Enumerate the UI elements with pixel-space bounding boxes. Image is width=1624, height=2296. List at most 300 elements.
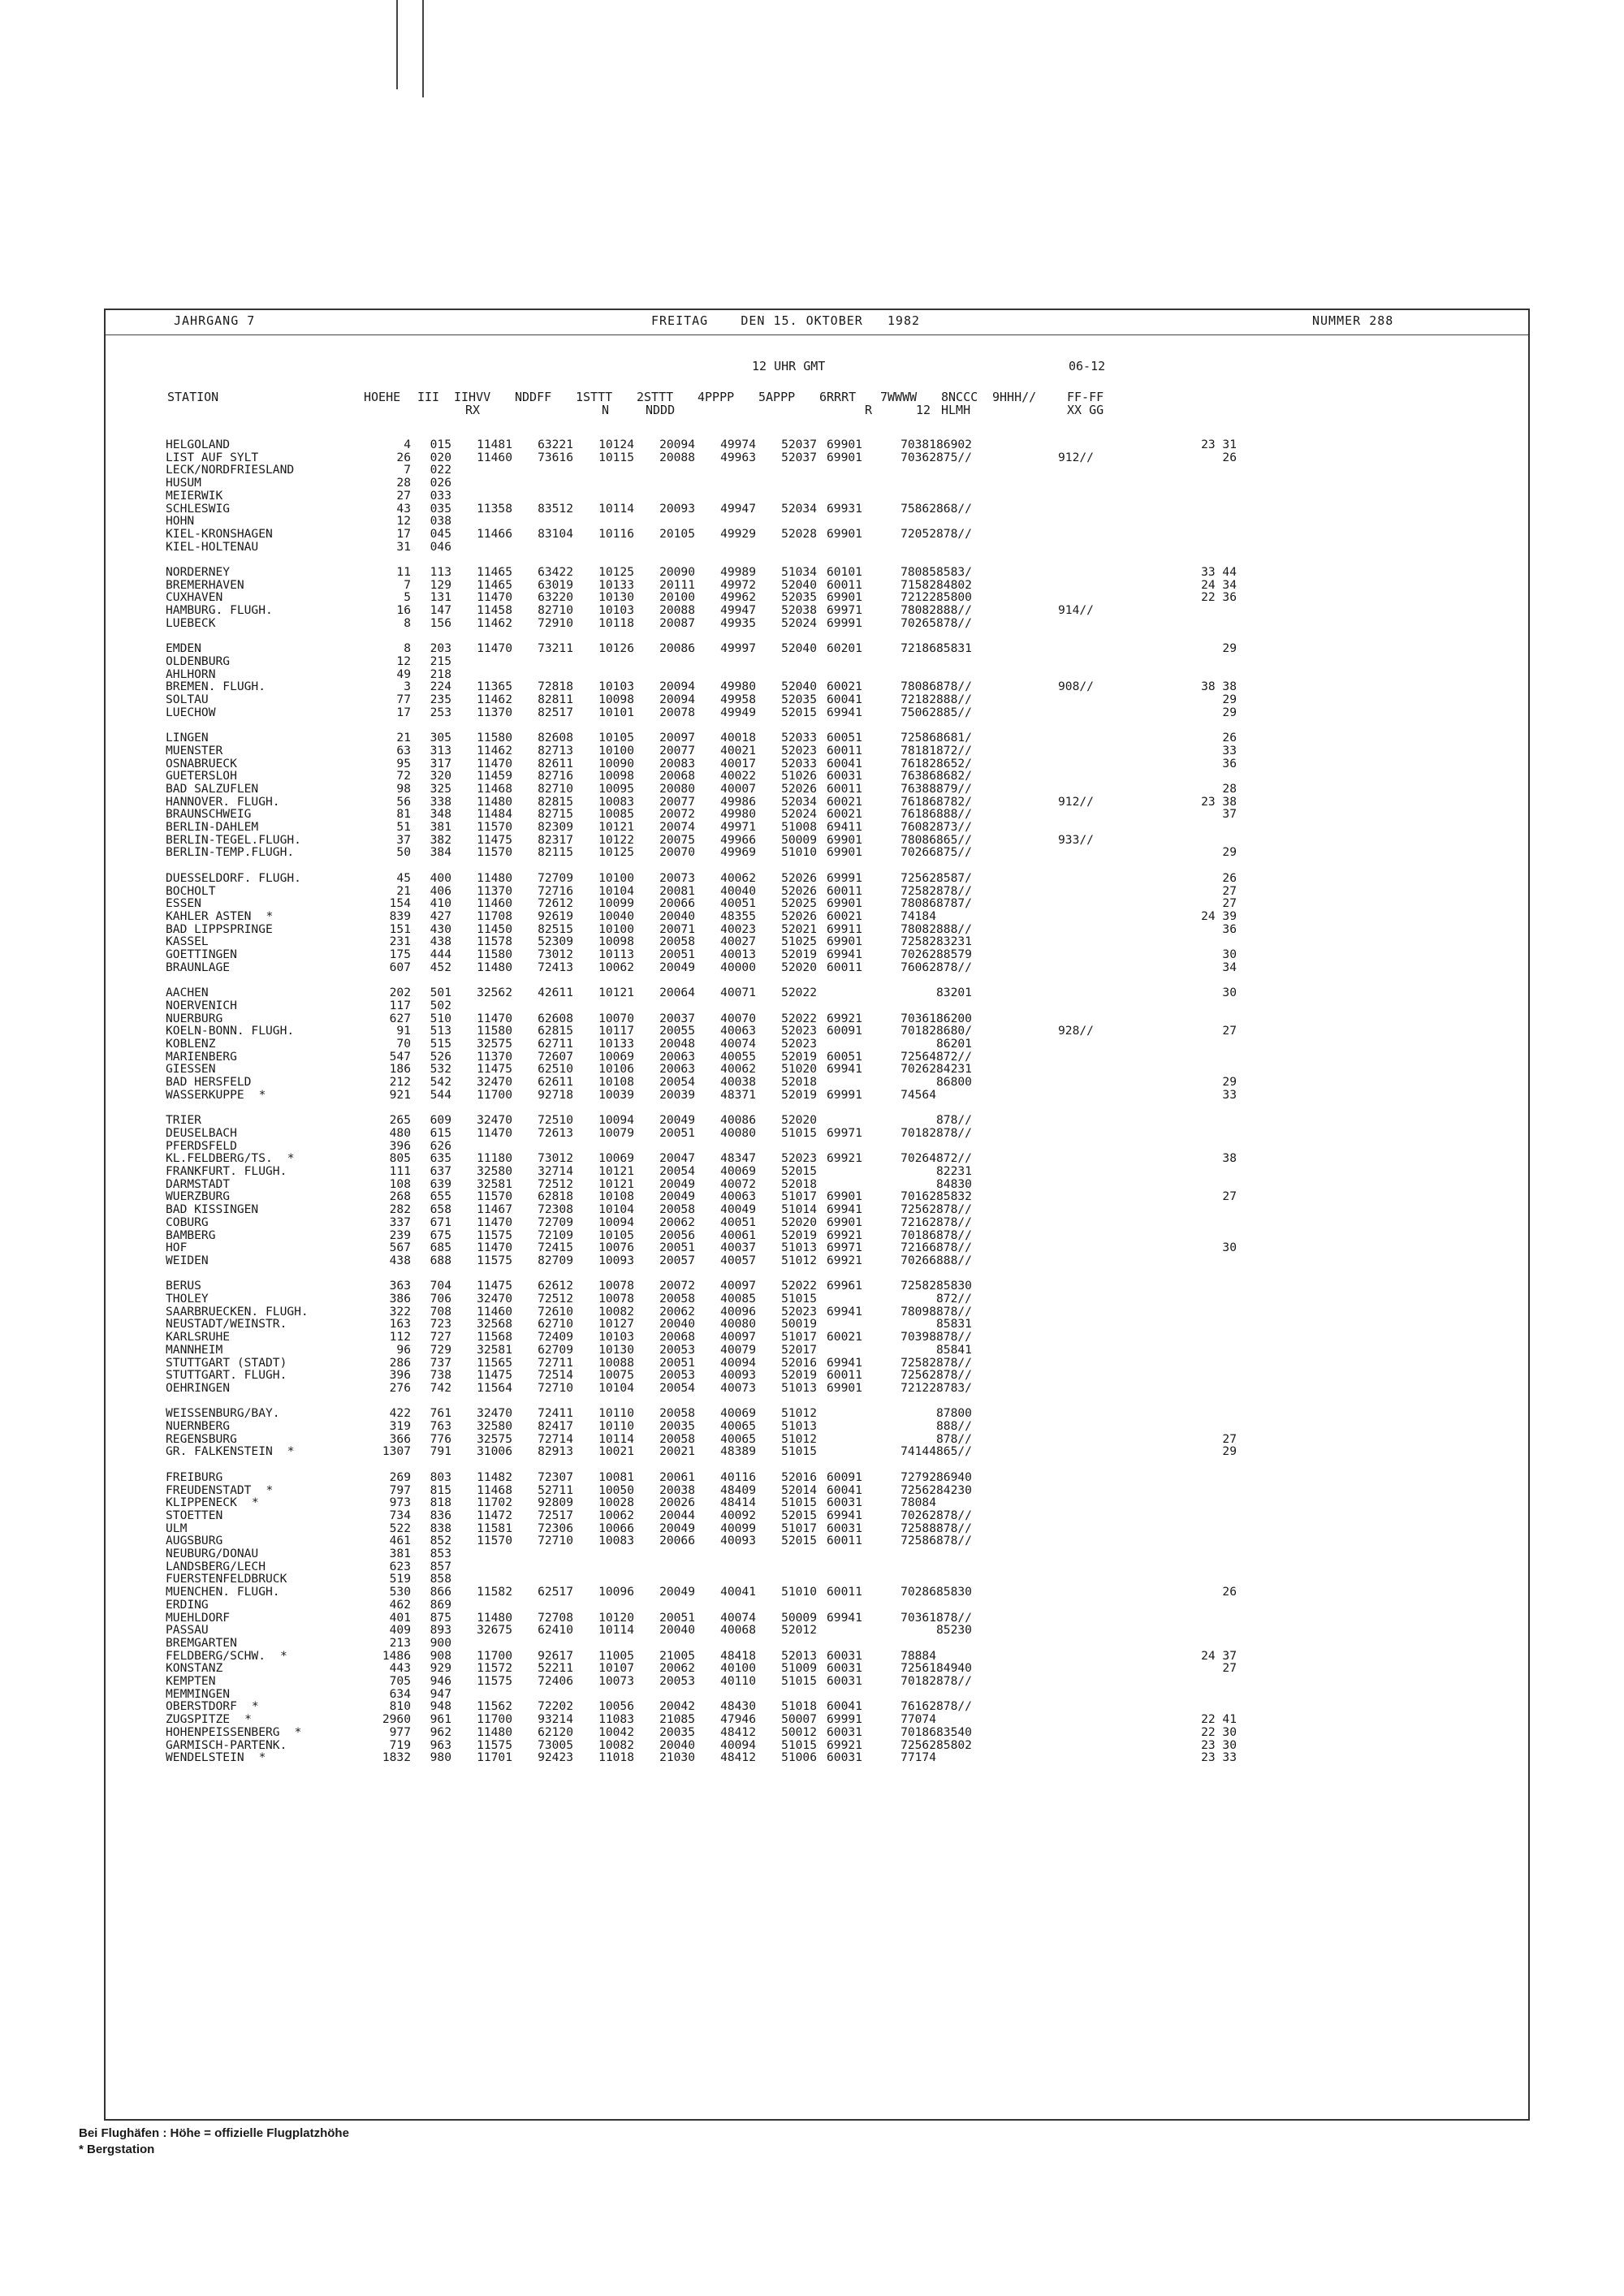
station-name bbox=[166, 1599, 370, 1612]
group-1sttt-cell bbox=[573, 1573, 634, 1586]
group-7wwww-cell: 78084 bbox=[901, 1496, 936, 1509]
group-9hhh-cell bbox=[1058, 948, 1180, 961]
group-iihvv-cell: 11459 bbox=[477, 770, 512, 783]
group-iihvv-cell: 32562 bbox=[477, 986, 512, 999]
group-6rrrt-cell: 69911 bbox=[827, 922, 862, 936]
group-9hhh-cell bbox=[1058, 1038, 1180, 1051]
station-name-text: KARLSRUHE bbox=[166, 1331, 231, 1344]
group-6rrrt-cell: 69921 bbox=[827, 1228, 862, 1242]
group-9hhh-cell bbox=[1058, 490, 1180, 503]
station-name-text: OSNABRUECK bbox=[166, 757, 237, 770]
hoehe-cell: 522 bbox=[389, 1521, 411, 1535]
station-id-cell: 313 bbox=[430, 744, 451, 757]
group-6rrrt-cell: 69921 bbox=[827, 1738, 862, 1752]
group-6rrrt-cell: 60051 bbox=[827, 1050, 862, 1064]
group-5appp-cell bbox=[756, 464, 817, 477]
group-iihvv-cell: 11581 bbox=[477, 1521, 512, 1535]
group-4pppp-cell: 49929 bbox=[720, 527, 756, 541]
group-4pppp-cell: 49980 bbox=[720, 808, 756, 822]
group-5appp-cell: 52037 bbox=[781, 451, 817, 464]
wind-gust-cell: 33 bbox=[1222, 744, 1237, 757]
station-name-text: MEIERWIK bbox=[166, 489, 223, 503]
station-row bbox=[166, 1152, 1237, 1165]
group-2sttt-cell: 20097 bbox=[659, 732, 695, 744]
wind-gust-cell: 30 bbox=[1222, 986, 1237, 999]
station-row bbox=[166, 1076, 1237, 1089]
group-7wwww-cell: 70186 bbox=[901, 1725, 936, 1739]
group-iihvv-cell: 11570 bbox=[477, 1190, 512, 1204]
hoehe-cell: 3 bbox=[404, 680, 411, 694]
station-name bbox=[166, 1190, 370, 1203]
station-name-text: NUERNBERG bbox=[166, 1420, 231, 1433]
group-1sttt-cell: 10093 bbox=[598, 1254, 634, 1267]
report-date: FREITAG DEN 15. OKTOBER 1982 bbox=[651, 313, 921, 328]
group-5appp-cell: 51012 bbox=[781, 1407, 817, 1421]
group-1sttt-cell: 10042 bbox=[598, 1725, 634, 1739]
group-nddff-cell: 72406 bbox=[538, 1675, 573, 1688]
group-4pppp-cell: 40022 bbox=[720, 770, 756, 783]
group-iihvv-cell bbox=[451, 1599, 512, 1612]
group-4pppp-cell: 48430 bbox=[720, 1700, 756, 1714]
group-4pppp-cell bbox=[695, 464, 756, 477]
station-name-text: ERDING bbox=[166, 1598, 209, 1612]
group-iihvv-cell: 32470 bbox=[477, 1076, 512, 1089]
station-row bbox=[166, 1688, 1237, 1701]
station-name-text: FREUDENSTADT bbox=[166, 1483, 252, 1497]
group-iihvv-cell: 11462 bbox=[477, 616, 512, 630]
hoehe-cell: 705 bbox=[389, 1675, 411, 1688]
station-row bbox=[166, 1522, 1237, 1535]
group-5appp-cell: 52021 bbox=[781, 922, 817, 936]
hoehe-cell: 27 bbox=[396, 489, 411, 503]
hoehe-cell: 45 bbox=[396, 871, 411, 885]
group-9hhh-cell bbox=[1058, 885, 1180, 898]
station-name bbox=[166, 1471, 370, 1484]
group-5appp-cell: 52016 bbox=[781, 1356, 817, 1370]
group-8nccc-cell: 83540 bbox=[936, 1725, 972, 1739]
station-name-text: HELGOLAND bbox=[166, 438, 231, 451]
station-name-text: BAD SALZUFLEN bbox=[166, 782, 259, 796]
group-iihvv-cell: 11572 bbox=[477, 1662, 512, 1676]
wind-gust-cell: 23 30 bbox=[1201, 1738, 1237, 1752]
station-id-cell: 962 bbox=[430, 1725, 451, 1739]
group-7wwww-cell: 72792 bbox=[901, 1470, 936, 1484]
group-nddff-cell bbox=[512, 655, 573, 668]
station-name-text: GUETERSLOH bbox=[166, 770, 237, 783]
group-iihvv-cell: 11580 bbox=[477, 1025, 512, 1038]
station-id-cell: 384 bbox=[430, 846, 451, 860]
group-7wwww-cell bbox=[875, 464, 936, 477]
group-8nccc-cell: 83201 bbox=[936, 986, 972, 999]
group-1sttt-cell bbox=[573, 541, 634, 554]
group-6rrrt-cell bbox=[817, 1178, 875, 1191]
hoehe-cell: 112 bbox=[389, 1331, 411, 1344]
group-1sttt-cell bbox=[573, 515, 634, 528]
group-iihvv-cell: 11565 bbox=[477, 1356, 512, 1370]
group-2sttt-cell bbox=[634, 1140, 695, 1153]
group-6rrrt-cell bbox=[817, 1433, 875, 1446]
group-8nccc-cell bbox=[936, 910, 1058, 923]
group-8nccc-cell: 878// bbox=[936, 1369, 972, 1382]
station-name-text: CUXHAVEN bbox=[166, 591, 223, 605]
group-5appp-cell bbox=[756, 490, 817, 503]
group-6rrrt-cell: 60011 bbox=[827, 960, 862, 974]
group-4pppp-cell bbox=[695, 1599, 756, 1612]
group-4pppp-cell: 40069 bbox=[720, 1164, 756, 1178]
group-nddff-cell: 72109 bbox=[538, 1228, 573, 1242]
group-9hhh-cell bbox=[1058, 1522, 1180, 1535]
hoehe-cell: 95 bbox=[396, 757, 411, 770]
station-name-text: LUEBECK bbox=[166, 616, 216, 630]
group-7wwww-cell: 70286 bbox=[901, 1586, 936, 1599]
station-row bbox=[166, 783, 1237, 796]
station-id-cell: 253 bbox=[430, 706, 451, 719]
group-2sttt-cell: 20040 bbox=[659, 909, 695, 923]
group-iihvv-cell: 11470 bbox=[477, 1241, 512, 1254]
station-row bbox=[166, 1662, 1237, 1675]
group-1sttt-cell: 10110 bbox=[598, 1407, 634, 1421]
station-name bbox=[166, 872, 370, 885]
hoehe-cell: 72 bbox=[396, 770, 411, 783]
wind-gust-cell bbox=[1180, 1522, 1237, 1535]
group-4pppp-cell: 40097 bbox=[720, 1280, 756, 1293]
group-1sttt-cell: 10133 bbox=[598, 1037, 634, 1051]
group-spacer bbox=[166, 1101, 1237, 1114]
group-5appp-cell: 52024 bbox=[781, 808, 817, 822]
group-nddff-cell: 82713 bbox=[538, 744, 573, 757]
group-9hhh-cell bbox=[1058, 1688, 1180, 1701]
group-6rrrt-cell bbox=[817, 1114, 875, 1127]
group-9hhh-cell bbox=[1058, 1534, 1180, 1547]
group-6rrrt-cell bbox=[817, 1547, 875, 1560]
group-7wwww-cell bbox=[875, 1599, 936, 1612]
group-iihvv-cell: 11570 bbox=[477, 821, 512, 834]
group-2sttt-cell bbox=[634, 668, 695, 681]
group-nddff-cell: 62709 bbox=[538, 1343, 573, 1357]
group-5appp-cell: 52040 bbox=[781, 578, 817, 592]
group-7wwww-cell bbox=[875, 1318, 936, 1331]
station-id-cell: 852 bbox=[430, 1534, 451, 1548]
station-name-text: BREMGARTEN bbox=[166, 1636, 237, 1650]
col-c7-sub: R bbox=[865, 403, 873, 417]
group-9hhh-cell bbox=[1058, 1612, 1180, 1625]
group-7wwww-cell bbox=[875, 1573, 936, 1586]
wind-gust-cell: 38 38 bbox=[1201, 680, 1237, 694]
group-7wwww-cell: 70162 bbox=[901, 1190, 936, 1204]
group-9hhh-cell bbox=[1058, 783, 1180, 796]
group-2sttt-cell: 20035 bbox=[659, 1725, 695, 1739]
header-rule bbox=[106, 334, 1528, 335]
hoehe-cell: 117 bbox=[389, 999, 411, 1012]
group-nddff-cell: 72709 bbox=[538, 1215, 573, 1229]
station-row bbox=[166, 1114, 1237, 1127]
group-7wwww-cell: 72182 bbox=[901, 693, 936, 706]
station-id-cell: 502 bbox=[430, 999, 451, 1012]
col-iii: III bbox=[417, 390, 440, 404]
group-spacer bbox=[166, 973, 1237, 986]
group-9hhh-cell bbox=[1058, 1076, 1180, 1089]
group-1sttt-cell bbox=[573, 668, 634, 681]
group-nddff-cell: 72202 bbox=[538, 1700, 573, 1714]
group-2sttt-cell bbox=[634, 1637, 695, 1650]
group-6rrrt-cell: 69901 bbox=[827, 438, 862, 451]
hoehe-cell: 265 bbox=[389, 1114, 411, 1127]
group-1sttt-cell: 10108 bbox=[598, 1076, 634, 1089]
mountain-station-marker: * bbox=[294, 1725, 302, 1739]
station-name-text: ESSEN bbox=[166, 897, 201, 910]
group-nddff-cell: 72708 bbox=[538, 1611, 573, 1625]
hoehe-cell: 396 bbox=[389, 1139, 411, 1153]
station-name bbox=[166, 579, 370, 592]
group-4pppp-cell: 40040 bbox=[720, 884, 756, 898]
group-6rrrt-cell: 60031 bbox=[827, 1521, 862, 1535]
hoehe-cell: 1832 bbox=[382, 1751, 411, 1764]
wind-gust-cell bbox=[1180, 1573, 1237, 1586]
group-8nccc-cell bbox=[936, 1599, 1058, 1612]
station-id-cell: 704 bbox=[430, 1280, 451, 1293]
group-4pppp-cell: 40027 bbox=[720, 935, 756, 949]
station-name bbox=[166, 1344, 370, 1357]
group-4pppp-cell bbox=[695, 999, 756, 1012]
station-name bbox=[166, 1127, 370, 1140]
station-name-text: DUESSELDORF. FLUGH. bbox=[166, 871, 301, 885]
station-name-text: PASSAU bbox=[166, 1624, 209, 1637]
group-1sttt-cell bbox=[573, 999, 634, 1012]
group-2sttt-cell: 20049 bbox=[659, 960, 695, 974]
group-6rrrt-cell: 69941 bbox=[827, 1203, 862, 1216]
group-9hhh-cell bbox=[1058, 693, 1180, 706]
station-name bbox=[166, 680, 370, 693]
wind-gust-cell bbox=[1180, 1407, 1237, 1420]
hoehe-cell: 921 bbox=[389, 1088, 411, 1102]
group-9hhh-cell bbox=[1058, 1152, 1180, 1165]
group-4pppp-cell: 40055 bbox=[720, 1050, 756, 1064]
station-name bbox=[166, 1357, 370, 1370]
hoehe-cell: 26 bbox=[396, 451, 411, 464]
group-nddff-cell: 52309 bbox=[538, 935, 573, 949]
group-9hhh-cell: 912// bbox=[1058, 795, 1094, 809]
group-4pppp-cell: 40038 bbox=[720, 1076, 756, 1089]
station-id-cell: 637 bbox=[430, 1164, 451, 1178]
group-1sttt-cell: 10039 bbox=[598, 1088, 634, 1102]
station-id-cell: 727 bbox=[430, 1331, 451, 1344]
station-row bbox=[166, 935, 1237, 948]
group-6rrrt-cell: 69901 bbox=[827, 833, 862, 847]
station-name-text: KLIPPENECK bbox=[166, 1496, 237, 1509]
station-row bbox=[166, 1484, 1237, 1497]
group-8nccc-cell: 82231 bbox=[936, 1164, 972, 1178]
hoehe-cell: 202 bbox=[389, 986, 411, 999]
group-2sttt-cell bbox=[634, 1599, 695, 1612]
station-name bbox=[166, 1318, 370, 1331]
wind-gust-cell bbox=[1180, 1420, 1237, 1433]
group-1sttt-cell: 10062 bbox=[598, 960, 634, 974]
col-c1-sub: RX bbox=[465, 403, 481, 417]
group-8nccc-cell bbox=[936, 1650, 1058, 1663]
group-5appp-cell: 52015 bbox=[781, 706, 817, 719]
station-row bbox=[166, 1420, 1237, 1433]
group-5appp-cell: 51015 bbox=[781, 1496, 817, 1509]
hoehe-cell: 63 bbox=[396, 744, 411, 757]
station-id-cell: 218 bbox=[430, 667, 451, 681]
station-row bbox=[166, 604, 1237, 617]
group-7wwww-cell bbox=[875, 1688, 936, 1701]
group-nddff-cell: 72818 bbox=[538, 680, 573, 694]
group-7wwww-cell: 75862 bbox=[901, 502, 936, 516]
station-name-text: ULM bbox=[166, 1521, 188, 1535]
wind-gust-cell: 33 44 bbox=[1201, 566, 1237, 579]
hoehe-cell: 366 bbox=[389, 1432, 411, 1446]
station-name-text: LUECHOW bbox=[166, 706, 216, 719]
station-id-cell: 348 bbox=[430, 808, 451, 822]
group-6rrrt-cell: 69901 bbox=[827, 591, 862, 605]
station-name bbox=[166, 1688, 370, 1701]
group-8nccc-cell: 84830 bbox=[936, 1177, 972, 1191]
col-c4-sub: NDDD bbox=[646, 403, 676, 417]
group-4pppp-cell: 49997 bbox=[720, 642, 756, 655]
wind-gust-cell bbox=[1180, 999, 1237, 1012]
group-4pppp-cell: 40062 bbox=[720, 1063, 756, 1077]
group-4pppp-cell: 40093 bbox=[720, 1369, 756, 1382]
hoehe-cell: 17 bbox=[396, 706, 411, 719]
station-id-cell: 515 bbox=[430, 1037, 451, 1051]
group-6rrrt-cell: 69411 bbox=[827, 821, 862, 834]
group-4pppp-cell: 49971 bbox=[720, 821, 756, 834]
group-2sttt-cell: 20035 bbox=[659, 1420, 695, 1433]
group-6rrrt-cell: 69941 bbox=[827, 1508, 862, 1522]
group-iihvv-cell: 32581 bbox=[477, 1177, 512, 1191]
hoehe-cell: 151 bbox=[389, 922, 411, 936]
group-6rrrt-cell: 60021 bbox=[827, 808, 862, 822]
group-1sttt-cell: 10116 bbox=[598, 527, 634, 541]
station-name bbox=[166, 566, 370, 579]
group-6rrrt-cell bbox=[817, 1420, 875, 1433]
group-iihvv-cell: 32470 bbox=[477, 1114, 512, 1127]
group-2sttt-cell: 21085 bbox=[659, 1713, 695, 1726]
group-5appp-cell: 51006 bbox=[781, 1751, 817, 1764]
hoehe-cell: 567 bbox=[389, 1241, 411, 1254]
station-id-cell: 438 bbox=[430, 935, 451, 949]
group-nddff-cell: 82608 bbox=[538, 732, 573, 744]
hoehe-cell: 422 bbox=[389, 1407, 411, 1421]
station-name bbox=[166, 1713, 370, 1726]
group-7wwww-cell: 70262 bbox=[901, 948, 936, 961]
station-id-cell: 215 bbox=[430, 654, 451, 668]
group-1sttt-cell: 10108 bbox=[598, 1190, 634, 1204]
group-7wwww-cell: 72562 bbox=[901, 1369, 936, 1382]
group-1sttt-cell: 10098 bbox=[598, 770, 634, 783]
station-id-cell: 963 bbox=[430, 1738, 451, 1752]
group-2sttt-cell: 20054 bbox=[659, 1076, 695, 1089]
station-name bbox=[166, 706, 370, 719]
group-7wwww-cell: 70265 bbox=[901, 616, 936, 630]
group-nddff-cell: 82417 bbox=[538, 1420, 573, 1433]
group-nddff-cell: 52211 bbox=[538, 1662, 573, 1676]
station-name bbox=[166, 757, 370, 770]
group-5appp-cell: 52035 bbox=[781, 693, 817, 706]
group-6rrrt-cell: 69901 bbox=[827, 897, 862, 910]
group-1sttt-cell bbox=[573, 1547, 634, 1560]
station-row bbox=[166, 986, 1237, 999]
group-1sttt-cell: 10094 bbox=[598, 1114, 634, 1127]
group-4pppp-cell: 48371 bbox=[720, 1088, 756, 1102]
group-nddff-cell bbox=[512, 541, 573, 554]
group-8nccc-cell bbox=[936, 668, 1058, 681]
group-9hhh-cell bbox=[1058, 528, 1180, 541]
group-2sttt-cell: 20049 bbox=[659, 1586, 695, 1599]
wind-gust-cell: 29 bbox=[1222, 693, 1237, 706]
group-1sttt-cell: 10100 bbox=[598, 744, 634, 757]
group-6rrrt-cell: 60051 bbox=[827, 732, 862, 744]
group-9hhh-cell bbox=[1058, 1357, 1180, 1370]
station-row bbox=[166, 591, 1237, 604]
station-name bbox=[166, 1089, 370, 1102]
group-7wwww-cell bbox=[875, 1165, 936, 1178]
wind-gust-cell: 29 bbox=[1222, 706, 1237, 719]
mountain-station-marker: * bbox=[280, 1649, 287, 1663]
group-2sttt-cell: 20061 bbox=[659, 1470, 695, 1484]
group-1sttt-cell: 10082 bbox=[598, 1305, 634, 1318]
station-id-cell: 671 bbox=[430, 1215, 451, 1229]
station-row bbox=[166, 1726, 1237, 1739]
hoehe-cell: 81 bbox=[396, 808, 411, 822]
station-id-cell: 908 bbox=[430, 1649, 451, 1663]
station-row bbox=[166, 1675, 1237, 1688]
group-iihvv-cell: 11475 bbox=[477, 833, 512, 847]
group-9hhh-cell bbox=[1058, 808, 1180, 821]
wind-gust-cell bbox=[1180, 1254, 1237, 1267]
group-iihvv-cell: 11480 bbox=[477, 795, 512, 809]
group-6rrrt-cell: 69991 bbox=[827, 616, 862, 630]
group-1sttt-cell: 10103 bbox=[598, 1331, 634, 1344]
group-6rrrt-cell: 60031 bbox=[827, 1496, 862, 1509]
station-row bbox=[166, 1127, 1237, 1140]
group-7wwww-cell bbox=[875, 1293, 936, 1306]
group-2sttt-cell: 20105 bbox=[659, 527, 695, 541]
wind-gust-cell bbox=[1180, 1038, 1237, 1051]
group-iihvv-cell: 32580 bbox=[477, 1164, 512, 1178]
hoehe-cell: 396 bbox=[389, 1369, 411, 1382]
group-1sttt-cell: 10050 bbox=[598, 1483, 634, 1497]
station-row bbox=[166, 821, 1237, 834]
station-name bbox=[166, 438, 370, 451]
group-spacer bbox=[166, 1267, 1237, 1280]
wind-gust-cell bbox=[1180, 1331, 1237, 1344]
group-8nccc-cell: 8782/ bbox=[936, 795, 972, 809]
report-header bbox=[106, 310, 1528, 338]
station-row bbox=[166, 1038, 1237, 1051]
group-8nccc-cell: 85830 bbox=[936, 1280, 972, 1293]
station-row bbox=[166, 1012, 1237, 1025]
group-5appp-cell: 51025 bbox=[781, 935, 817, 949]
group-5appp-cell: 52040 bbox=[781, 642, 817, 655]
wind-gust-cell bbox=[1180, 1114, 1237, 1127]
group-1sttt-cell: 10098 bbox=[598, 693, 634, 706]
group-9hhh-cell bbox=[1058, 1726, 1180, 1739]
mountain-station-marker: * bbox=[258, 1088, 266, 1102]
group-5appp-cell bbox=[756, 541, 817, 554]
group-9hhh-cell bbox=[1058, 1484, 1180, 1497]
station-name bbox=[166, 1369, 370, 1382]
mountain-station-marker: * bbox=[244, 1713, 252, 1726]
wind-gust-cell bbox=[1180, 668, 1237, 681]
hoehe-cell: 51 bbox=[396, 821, 411, 834]
hoehe-cell: 623 bbox=[389, 1560, 411, 1573]
group-6rrrt-cell: 60031 bbox=[827, 1675, 862, 1688]
station-name-text: LANDSBERG/LECH bbox=[166, 1560, 266, 1573]
group-nddff-cell: 72514 bbox=[538, 1369, 573, 1382]
group-4pppp-cell: 40051 bbox=[720, 1215, 756, 1229]
